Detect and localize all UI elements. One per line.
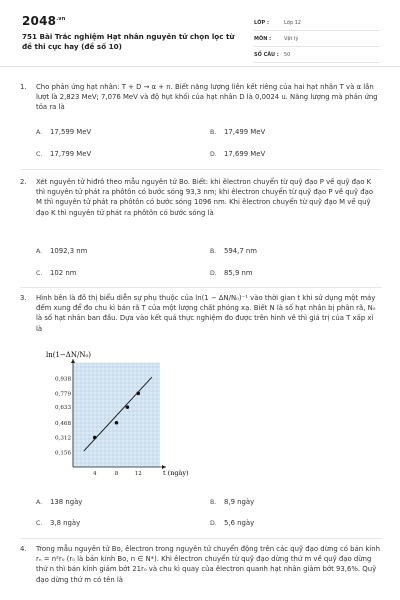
y-axis-arrow [71, 359, 75, 363]
option-3b[interactable] [210, 498, 254, 506]
meta-row-count [254, 47, 380, 63]
meta-value: 50 [284, 51, 291, 58]
meta-value: Lớp 12 [284, 19, 301, 26]
data-point [136, 392, 140, 396]
option-2a[interactable] [36, 247, 87, 255]
y-tick-label: 0,156 [54, 450, 71, 457]
option-text: 17,499 MeV [224, 128, 266, 136]
question-number: 4. [20, 545, 27, 553]
question-number: 2. [20, 178, 27, 186]
meta-value: Vật lý [284, 35, 299, 42]
option-letter: C. [36, 520, 43, 527]
question-4 [20, 544, 382, 600]
option-text: 594,7 nm [224, 247, 257, 255]
option-1d[interactable] [210, 150, 265, 158]
meta-row-subject [254, 31, 380, 47]
option-3d[interactable] [210, 519, 254, 527]
option-text: 17,599 MeV [50, 128, 92, 136]
option-letter: C. [36, 270, 43, 277]
option-text: 138 ngày [50, 498, 83, 506]
question-text: Hình bên là đồ thị biểu diễn sự phụ thuộc của ln(1 − ΔN/N₀)⁻¹ vào thời gian t khi sử dụng một máy đếm xung để đo chu kì bán rã T của một lượng chất phóng xạ. Biết N là số hạt nhân bị phân rã, N₀ là số hạt nhân ban đầu. Dựa vào kết quả thực nghiệm đo được trên hình vẽ thì giá trị của T xấp xỉ là [36, 294, 376, 333]
decay-chart [38, 345, 208, 485]
option-text: 1092,3 nm [50, 247, 88, 255]
chart-x-label: t (ngày) [163, 469, 189, 477]
option-1b[interactable] [210, 128, 265, 136]
x-tick-label: 8 [114, 471, 119, 477]
site-logo[interactable] [22, 14, 66, 28]
option-letter: D. [210, 151, 217, 158]
option-3c[interactable] [36, 519, 80, 527]
data-point [115, 421, 119, 425]
y-tick-label: 0,779 [54, 391, 71, 398]
option-text: 85,9 nm [224, 269, 253, 277]
document-meta [254, 15, 380, 63]
option-2c[interactable] [36, 269, 76, 277]
data-point [93, 436, 97, 440]
document-title: 751 Bài Trắc nghiệm Hạt nhân nguyên tử chọn lọc từ đề thi cực hay (đề số 10) [22, 32, 235, 51]
question-divider [20, 287, 382, 288]
option-2d[interactable] [210, 269, 253, 277]
option-letter: A. [36, 129, 43, 136]
option-letter: B. [210, 129, 217, 136]
option-letter: A. [36, 499, 43, 506]
option-1c[interactable] [36, 150, 91, 158]
option-letter: D. [210, 520, 217, 527]
question-1 [20, 82, 382, 122]
page-header [0, 0, 400, 66]
question-3 [20, 293, 382, 345]
y-tick-label: 0,468 [54, 420, 71, 427]
option-1a[interactable] [36, 128, 91, 136]
chart-y-label: ln(1−ΔN/N₀) [46, 351, 91, 359]
meta-row-class [254, 15, 380, 31]
meta-key: MÔN : [254, 35, 272, 42]
option-text: 17,699 MeV [224, 150, 266, 158]
header-divider [0, 66, 400, 67]
option-text: 5,6 ngày [224, 519, 255, 527]
option-text: 102 nm [50, 269, 77, 277]
meta-key: LỚP : [254, 19, 269, 26]
option-text: 17,799 MeV [50, 150, 92, 158]
x-tick-label: 4 [92, 471, 97, 477]
data-point [126, 405, 130, 409]
option-letter: B. [210, 248, 217, 255]
meta-key: SỐ CÂU : [254, 51, 279, 58]
logo-text: 2048 [22, 14, 57, 28]
question-2 [20, 177, 382, 239]
question-text: Trong mẫu nguyên tử Bo, êlectron trong nguyên tử chuyển động trên các quỹ đạo dừng có bán kính rₙ = n²r₀ (r₀ là bán kính Bo, n ∈ N*). Khi êlectron chuyển từ quỹ đạo dừng thứ m về quỹ đạo dừng thứ n thì bán kính giảm bớt 21r₀ và chu kì quay của êlectron quanh hạt nhân giảm bớt 93,6%. Quỹ đạo dừng thứ m có tên là [36, 545, 380, 584]
option-text: 8,9 ngày [224, 498, 255, 506]
option-letter: C. [36, 151, 43, 158]
question-divider [20, 538, 382, 539]
question-divider [20, 169, 382, 170]
question-text: Cho phản ứng hạt nhân: T + D → α + n. Biết năng lượng liên kết riêng của hai hạt nhân T và α lần lượt là 2,823 MeV; 7,076 MeV và độ hụt khối của hạt nhân D là 0,0024 u. Năng lượng mà phản ứng tỏa ra là [36, 83, 378, 112]
question-number: 1. [20, 83, 27, 91]
y-tick-label: 0,312 [54, 435, 71, 442]
option-letter: A. [36, 248, 43, 255]
option-3a[interactable] [36, 498, 82, 506]
y-tick-label: 0,938 [54, 376, 71, 383]
logo-suffix: .vn [56, 16, 66, 22]
option-2b[interactable] [210, 247, 257, 255]
question-number: 3. [20, 294, 27, 302]
option-letter: D. [210, 270, 217, 277]
x-tick-label: 12 [134, 471, 142, 477]
y-tick-label: 0,633 [54, 405, 71, 412]
option-letter: B. [210, 499, 217, 506]
option-text: 3,8 ngày [50, 519, 81, 527]
question-text: Xét nguyên tử hiđrô theo mẫu nguyên tử Bo. Biết: khi êlectron chuyển từ quỹ đạo P về quỹ đạo K thì nguyên tử phát ra phôtôn có bước sóng 93,3 nm; khi êlectron chuyển từ quỹ đạo P về quỹ đạo M thì nguyên tử phát ra phôtôn có bước sóng 1096 nm. Khi êlectron chuyển từ quỹ đạo M về quỹ đạo K thì nguyên tử phát ra phôtôn có bước sóng là [36, 178, 374, 217]
